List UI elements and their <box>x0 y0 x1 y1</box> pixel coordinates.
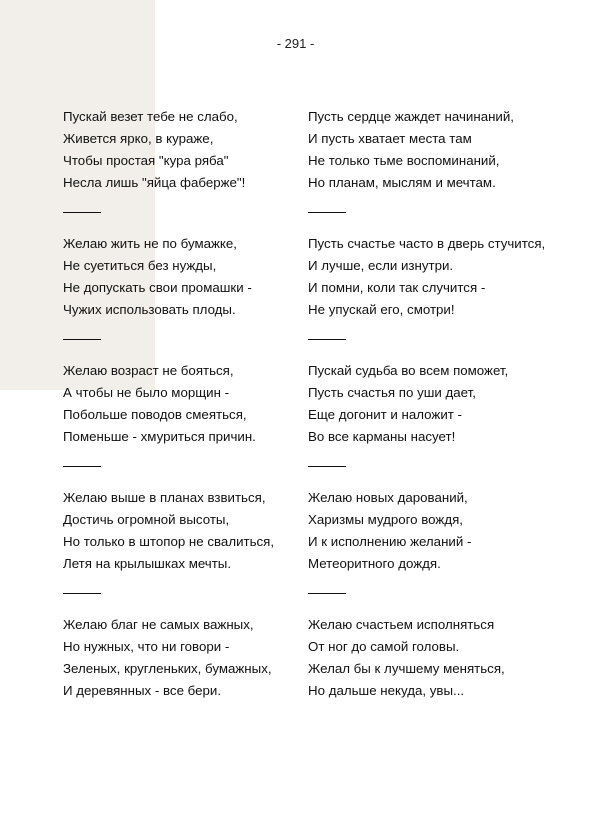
stanza <box>308 233 545 321</box>
verse-line: Во все карманы насует! <box>308 429 456 444</box>
verse-line: А чтобы не было морщин - <box>63 385 230 400</box>
verse-line: Чужих использовать плоды. <box>63 302 236 317</box>
stanza <box>63 233 252 321</box>
stanza <box>63 614 272 702</box>
verse-line: Метеоритного дождя. <box>308 556 441 571</box>
verse-line: От ног до самой головы. <box>308 639 460 654</box>
verse-line: И деревянных - все бери. <box>63 683 222 698</box>
stanza <box>63 487 274 575</box>
stanza <box>308 360 508 448</box>
verse-line: И помни, коли так случится - <box>308 280 486 295</box>
verse-line: И лучше, если изнутри. <box>308 258 454 273</box>
verse-line: Еще догонит и наложит - <box>308 407 462 422</box>
verse-line: Не суетиться без нужды, <box>63 258 217 273</box>
verse-line: Поменьше - хмуриться причин. <box>63 429 256 444</box>
verse-line: Желаю благ не самых важных, <box>63 617 254 632</box>
stanza <box>308 487 471 575</box>
verse-line: Желаю жить не по бумажке, <box>63 236 237 251</box>
verse-line: И к исполнению желаний - <box>308 534 472 549</box>
verse-line: Желаю выше в планах взвиться, <box>63 490 266 505</box>
verse-line: Не допускать свои промашки - <box>63 280 252 295</box>
verse-line: Летя на крылышках мечты. <box>63 556 232 571</box>
page-number: - 291 - <box>276 36 315 51</box>
stanza-separator <box>63 339 101 340</box>
stanza-separator <box>308 593 346 594</box>
verse-line: Пусть сердце жаждет начинаний, <box>308 109 514 124</box>
decorative-background-block <box>0 0 155 390</box>
verse-line: Достичь огромной высоты, <box>63 512 230 527</box>
stanza-separator <box>63 593 101 594</box>
verse-line: Побольше поводов смеяться, <box>63 407 247 422</box>
verse-line: Желал бы к лучшему меняться, <box>308 661 505 676</box>
verse-line: Но только в штопор не свалиться, <box>63 534 275 549</box>
verse-line: Пусть счастья по уши дает, <box>308 385 476 400</box>
verse-line: Зеленых, кругленьких, бумажных, <box>63 661 272 676</box>
verse-line: Но планам, мыслям и мечтам. <box>308 175 496 190</box>
stanza-separator <box>63 212 101 213</box>
stanza <box>308 106 514 194</box>
verse-line: Пускай судьба во всем поможет, <box>308 363 509 378</box>
stanza-separator <box>308 339 346 340</box>
verse-line: Харизмы мудрого вождя, <box>308 512 463 527</box>
verse-line: Чтобы простая "кура ряба" <box>63 153 229 168</box>
verse-line: Но дальше некуда, увы... <box>308 683 465 698</box>
verse-line: И пусть хватает места там <box>308 131 472 146</box>
verse-line: Не только тьме воспоминаний, <box>308 153 500 168</box>
stanza <box>63 106 245 194</box>
verse-line: Не упускай его, смотри! <box>308 302 455 317</box>
verse-line: Желаю возраст не бояться, <box>63 363 234 378</box>
stanza-separator <box>63 466 101 467</box>
stanza-separator <box>308 212 346 213</box>
verse-line: Несла лишь "яйца фаберже"! <box>63 175 246 190</box>
verse-line: Пусть счастье часто в дверь стучится, <box>308 236 546 251</box>
stanza <box>308 614 505 702</box>
verse-line: Но нужных, что ни говори - <box>63 639 230 654</box>
verse-line: Живется ярко, в кураже, <box>63 131 214 146</box>
stanza-separator <box>308 466 346 467</box>
stanza <box>63 360 256 448</box>
verse-line: Желаю счастьем исполняться <box>308 617 495 632</box>
verse-line: Пускай везет тебе не слабо, <box>63 109 238 124</box>
verse-line: Желаю новых дарований, <box>308 490 468 505</box>
